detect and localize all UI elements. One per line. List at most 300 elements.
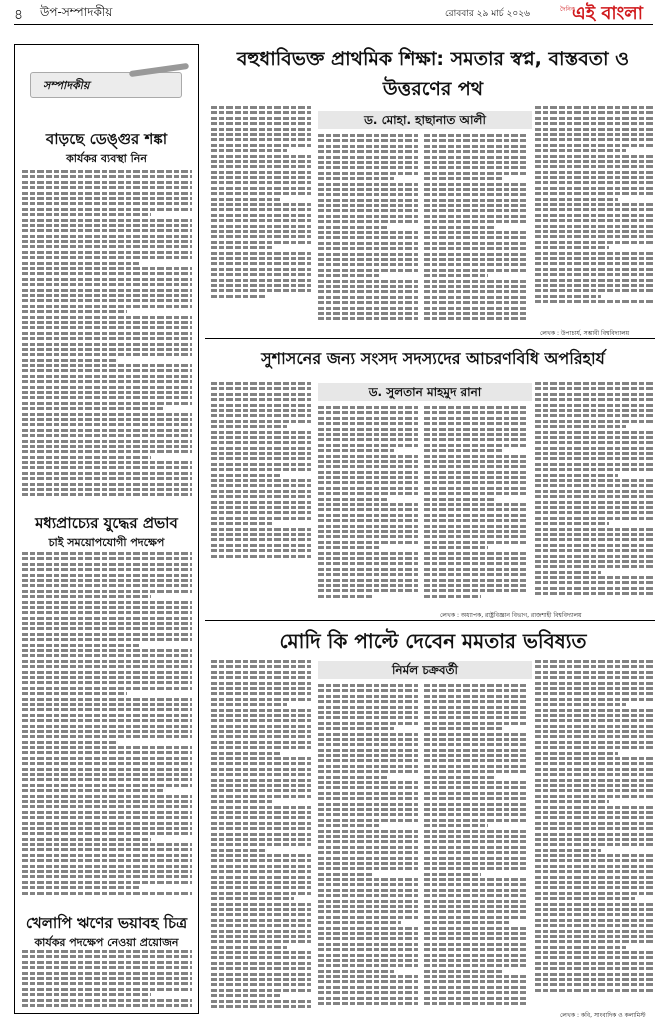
text-line bbox=[211, 414, 311, 417]
text-line bbox=[424, 573, 528, 576]
text-line bbox=[22, 627, 192, 630]
text-line bbox=[318, 568, 418, 571]
text-line bbox=[22, 466, 192, 469]
text-line bbox=[535, 687, 655, 690]
text-line bbox=[211, 800, 273, 803]
text-line bbox=[424, 280, 528, 283]
text-line bbox=[318, 417, 418, 420]
text-line bbox=[318, 819, 418, 822]
text-line bbox=[318, 514, 418, 517]
text-line bbox=[318, 519, 418, 522]
text-line bbox=[535, 983, 655, 986]
text-line bbox=[424, 139, 528, 142]
article-2-rule bbox=[205, 620, 655, 621]
text-line bbox=[211, 484, 311, 487]
text-line bbox=[424, 525, 528, 528]
text-line bbox=[424, 883, 528, 886]
text-line bbox=[535, 806, 655, 809]
text-line bbox=[22, 838, 151, 841]
text-line bbox=[318, 889, 418, 892]
text-line bbox=[211, 279, 311, 282]
text-line bbox=[318, 145, 418, 148]
text-line bbox=[424, 269, 528, 272]
text-line bbox=[211, 730, 311, 733]
newspaper-logo bbox=[560, 0, 655, 24]
text-line bbox=[535, 425, 626, 428]
text-line bbox=[424, 894, 528, 897]
text-line bbox=[22, 294, 192, 297]
text-line bbox=[535, 517, 655, 520]
text-line bbox=[211, 946, 287, 949]
text-line bbox=[424, 247, 528, 250]
text-line bbox=[318, 878, 418, 881]
text-line bbox=[424, 471, 528, 474]
text-line bbox=[424, 867, 528, 870]
text-line bbox=[22, 461, 192, 464]
text-line bbox=[22, 735, 192, 738]
text-line bbox=[211, 273, 311, 276]
text-line bbox=[424, 803, 528, 806]
text-line bbox=[424, 862, 528, 865]
text-line bbox=[535, 768, 655, 771]
text-line bbox=[22, 202, 192, 205]
text-line bbox=[211, 854, 311, 857]
text-line bbox=[318, 684, 418, 687]
text-line bbox=[22, 649, 192, 652]
text-line bbox=[318, 530, 418, 533]
text-line bbox=[535, 393, 655, 396]
text-line bbox=[318, 209, 418, 212]
text-line bbox=[535, 262, 655, 265]
text-line bbox=[211, 555, 311, 558]
article-3-body-col3 bbox=[424, 684, 528, 1012]
text-line bbox=[22, 563, 192, 566]
text-line bbox=[318, 770, 418, 773]
text-line bbox=[424, 285, 528, 288]
article-1-headline: বহুধাবিভক্ত প্রাথমিক শিক্ষা: সমতার স্বপ্ন, বাস্তবতা ও উত্তরণের পথ bbox=[236, 48, 630, 100]
text-line bbox=[211, 198, 280, 201]
text-line bbox=[318, 948, 418, 951]
article-1-signoff: লেখক : উপাচার্য, সম্ভাবী বিশ্ববিদ্যালয় bbox=[540, 330, 630, 337]
text-line bbox=[424, 199, 528, 202]
text-line bbox=[424, 301, 528, 304]
text-line bbox=[424, 689, 528, 692]
editorial-subtitle-2: চাই সময়োপযোগী পদক্ষেপ bbox=[48, 536, 165, 549]
header-rule bbox=[14, 24, 653, 25]
text-line bbox=[22, 386, 192, 389]
text-line bbox=[211, 1005, 311, 1008]
text-line bbox=[424, 530, 528, 533]
text-line bbox=[211, 973, 311, 976]
text-line bbox=[211, 181, 311, 184]
text-line bbox=[22, 966, 192, 969]
text-line bbox=[211, 795, 311, 798]
article-2-signoff: লেখক : অধ্যাপক, রাষ্ট্রবিজ্ঞান বিভাগ, রাজশাহী বিশ্ববিদ্যালয় bbox=[440, 612, 582, 619]
text-line bbox=[424, 428, 528, 431]
text-line bbox=[22, 865, 192, 868]
text-line bbox=[535, 940, 655, 943]
text-line bbox=[535, 122, 655, 125]
text-line bbox=[211, 671, 311, 674]
text-line bbox=[535, 811, 655, 814]
text-line bbox=[424, 797, 528, 800]
text-line bbox=[22, 251, 192, 254]
text-line bbox=[535, 587, 655, 590]
text-line bbox=[318, 846, 418, 849]
text-line bbox=[424, 263, 528, 266]
text-line bbox=[211, 983, 311, 986]
text-line bbox=[22, 348, 192, 351]
text-line bbox=[424, 584, 528, 587]
text-line bbox=[211, 187, 311, 190]
text-line bbox=[22, 622, 192, 625]
text-line bbox=[211, 522, 273, 525]
text-line bbox=[424, 417, 528, 420]
text-line bbox=[424, 743, 528, 746]
editorial-subtitle-3: কার্যকর পদক্ষেপ নেওয়া প্রয়োজন bbox=[34, 936, 179, 949]
text-line bbox=[318, 689, 418, 692]
text-line bbox=[535, 165, 655, 168]
text-line bbox=[424, 487, 528, 490]
text-line bbox=[535, 676, 655, 679]
text-line bbox=[424, 759, 528, 762]
text-line bbox=[535, 838, 655, 841]
text-line bbox=[424, 905, 528, 908]
text-line bbox=[318, 803, 418, 806]
text-line bbox=[211, 155, 311, 158]
text-line bbox=[22, 568, 192, 571]
text-line bbox=[22, 197, 192, 200]
text-line bbox=[318, 883, 418, 886]
text-line bbox=[22, 488, 192, 491]
article-2-body-col3 bbox=[424, 406, 528, 604]
article-1-body-col3 bbox=[424, 134, 528, 328]
text-line bbox=[535, 682, 655, 685]
text-line bbox=[211, 827, 311, 830]
text-line bbox=[424, 188, 528, 191]
text-line bbox=[22, 870, 192, 873]
page-number: ৪ bbox=[14, 7, 24, 23]
text-line bbox=[211, 495, 311, 498]
text-line bbox=[535, 452, 655, 455]
text-line bbox=[211, 843, 311, 846]
text-line bbox=[535, 203, 655, 206]
text-line bbox=[535, 468, 655, 471]
text-line bbox=[211, 171, 311, 174]
text-line bbox=[424, 716, 528, 719]
text-line bbox=[22, 299, 192, 302]
text-line bbox=[22, 192, 192, 195]
text-line bbox=[22, 493, 192, 496]
text-line bbox=[318, 541, 418, 544]
text-line bbox=[22, 999, 192, 1002]
text-line bbox=[424, 808, 528, 811]
text-line bbox=[318, 975, 418, 978]
text-line bbox=[22, 170, 192, 173]
text-line bbox=[424, 792, 528, 795]
text-line bbox=[211, 457, 311, 460]
text-line bbox=[211, 822, 311, 825]
text-line bbox=[535, 752, 618, 755]
text-line bbox=[211, 230, 311, 233]
text-line bbox=[318, 557, 418, 560]
article-1-byline: ড. মোহা. হাছানাত আলী bbox=[318, 111, 532, 129]
text-line bbox=[535, 447, 655, 450]
text-line bbox=[424, 770, 528, 773]
text-line bbox=[318, 1002, 418, 1005]
text-line bbox=[211, 913, 311, 916]
text-line bbox=[22, 617, 192, 620]
text-line bbox=[211, 784, 311, 787]
text-line bbox=[211, 725, 311, 728]
text-line bbox=[318, 546, 380, 549]
text-line bbox=[211, 935, 311, 938]
text-line bbox=[424, 183, 528, 186]
text-line bbox=[424, 937, 528, 940]
text-line bbox=[211, 538, 311, 541]
text-line bbox=[424, 824, 488, 827]
text-line bbox=[535, 544, 655, 547]
text-line bbox=[318, 428, 418, 431]
text-line bbox=[318, 307, 418, 310]
text-line bbox=[535, 789, 655, 792]
text-line bbox=[318, 727, 394, 730]
text-line bbox=[424, 927, 528, 930]
text-line bbox=[535, 128, 655, 131]
text-line bbox=[318, 840, 418, 843]
text-line bbox=[424, 991, 528, 994]
text-line bbox=[535, 533, 655, 536]
text-line bbox=[424, 921, 510, 924]
text-line bbox=[318, 215, 418, 218]
text-line bbox=[22, 778, 192, 781]
text-line bbox=[535, 144, 655, 147]
text-line bbox=[318, 449, 394, 452]
text-line bbox=[211, 257, 311, 260]
text-line bbox=[22, 633, 192, 636]
text-line bbox=[535, 581, 655, 584]
text-line bbox=[22, 654, 192, 657]
text-line bbox=[424, 840, 528, 843]
text-line bbox=[211, 908, 311, 911]
text-line bbox=[424, 589, 528, 592]
text-line bbox=[318, 492, 418, 495]
text-line bbox=[424, 231, 528, 234]
text-line bbox=[535, 214, 655, 217]
editorial-title-1: বাড়ছে ডেঙ্গুর শঙ্কা bbox=[45, 130, 168, 148]
text-line bbox=[424, 819, 528, 822]
text-line bbox=[22, 552, 192, 555]
text-line bbox=[211, 420, 311, 423]
text-line bbox=[424, 156, 528, 159]
text-line bbox=[424, 557, 528, 560]
text-line bbox=[318, 487, 418, 490]
text-line bbox=[424, 889, 528, 892]
text-line bbox=[535, 414, 655, 417]
text-line bbox=[211, 225, 311, 228]
text-line bbox=[22, 590, 192, 593]
text-line bbox=[535, 187, 655, 190]
text-line bbox=[318, 905, 418, 908]
text-line bbox=[424, 514, 528, 517]
text-line bbox=[22, 321, 192, 324]
text-line bbox=[535, 741, 655, 744]
text-line bbox=[318, 754, 418, 757]
text-line bbox=[318, 236, 418, 239]
text-line bbox=[22, 762, 192, 765]
text-line bbox=[318, 296, 418, 299]
text-line bbox=[22, 310, 127, 313]
text-line bbox=[22, 326, 192, 329]
text-line bbox=[535, 665, 655, 668]
text-line bbox=[211, 859, 311, 862]
text-line bbox=[535, 903, 655, 906]
text-line bbox=[424, 835, 528, 838]
text-line bbox=[535, 295, 601, 298]
text-line bbox=[535, 592, 655, 595]
text-line bbox=[535, 571, 601, 574]
text-line bbox=[211, 382, 311, 385]
text-line bbox=[535, 886, 655, 889]
text-line bbox=[318, 916, 418, 919]
logo-main-text: এই বাংলা bbox=[572, 3, 643, 24]
article-1-body-col4 bbox=[535, 106, 655, 306]
text-line bbox=[211, 698, 311, 701]
text-line bbox=[535, 800, 609, 803]
text-line bbox=[22, 816, 192, 819]
text-line bbox=[535, 176, 655, 179]
text-line bbox=[318, 188, 418, 191]
text-line bbox=[318, 433, 418, 436]
text-line bbox=[211, 165, 311, 168]
text-line bbox=[424, 150, 528, 153]
text-line bbox=[22, 881, 192, 884]
text-line bbox=[211, 870, 311, 873]
text-line bbox=[535, 431, 655, 434]
text-line bbox=[424, 438, 528, 441]
text-line bbox=[535, 404, 655, 407]
text-line bbox=[424, 236, 528, 239]
text-line bbox=[424, 193, 528, 196]
text-line bbox=[211, 903, 311, 906]
text-line bbox=[211, 409, 311, 412]
text-line bbox=[318, 204, 418, 207]
text-line bbox=[535, 484, 655, 487]
text-line bbox=[318, 183, 418, 186]
text-line bbox=[22, 229, 192, 232]
text-line bbox=[535, 784, 655, 787]
text-line bbox=[22, 725, 192, 728]
text-line bbox=[424, 786, 528, 789]
text-line bbox=[535, 479, 655, 482]
text-line bbox=[22, 208, 192, 211]
text-line bbox=[211, 924, 311, 927]
text-line bbox=[424, 552, 528, 555]
text-line bbox=[22, 746, 192, 749]
text-line bbox=[424, 568, 528, 571]
text-line bbox=[211, 687, 311, 690]
text-line bbox=[318, 749, 418, 752]
text-line bbox=[535, 730, 655, 733]
text-line bbox=[535, 171, 655, 174]
text-line bbox=[22, 892, 192, 895]
text-line bbox=[318, 986, 418, 989]
text-line bbox=[318, 535, 418, 538]
text-line bbox=[424, 503, 528, 506]
text-line bbox=[22, 660, 192, 663]
text-line bbox=[535, 671, 655, 674]
text-line bbox=[535, 843, 655, 846]
text-line bbox=[535, 854, 655, 857]
text-line bbox=[22, 795, 192, 798]
text-line bbox=[211, 284, 311, 287]
text-line bbox=[424, 813, 528, 816]
text-line bbox=[535, 490, 655, 493]
text-line bbox=[535, 859, 655, 862]
text-line bbox=[318, 813, 418, 816]
text-line bbox=[424, 290, 528, 293]
text-line bbox=[211, 431, 311, 434]
text-line bbox=[535, 773, 655, 776]
text-line bbox=[22, 606, 192, 609]
editorial-body-2 bbox=[22, 552, 192, 902]
text-line bbox=[318, 226, 387, 229]
text-line bbox=[318, 269, 418, 272]
text-line bbox=[22, 278, 192, 281]
text-line bbox=[424, 727, 503, 730]
text-line bbox=[424, 258, 528, 261]
text-line bbox=[535, 289, 655, 292]
text-line bbox=[22, 719, 192, 722]
text-line bbox=[535, 225, 655, 228]
text-line bbox=[22, 337, 192, 340]
text-line bbox=[424, 948, 528, 951]
text-line bbox=[22, 256, 192, 259]
text-line bbox=[535, 235, 655, 238]
text-line bbox=[318, 562, 418, 565]
text-line bbox=[424, 873, 481, 876]
text-line bbox=[22, 1004, 192, 1007]
text-line bbox=[318, 792, 418, 795]
text-line bbox=[318, 765, 418, 768]
text-line bbox=[535, 284, 655, 287]
text-line bbox=[211, 398, 311, 401]
text-line bbox=[424, 579, 528, 582]
text-line bbox=[22, 611, 192, 614]
text-line bbox=[22, 784, 192, 787]
text-line bbox=[318, 177, 394, 180]
text-line bbox=[22, 423, 192, 426]
text-line bbox=[318, 695, 418, 698]
editorial-body-1 bbox=[22, 170, 192, 502]
text-line bbox=[424, 846, 528, 849]
text-line bbox=[22, 429, 192, 432]
text-line bbox=[211, 160, 311, 163]
text-line bbox=[22, 235, 192, 238]
text-line bbox=[318, 253, 418, 256]
text-line bbox=[424, 910, 528, 913]
text-line bbox=[318, 150, 418, 153]
text-line bbox=[318, 589, 418, 592]
text-line bbox=[211, 709, 311, 712]
text-line bbox=[211, 528, 311, 531]
text-line bbox=[318, 921, 401, 924]
text-line bbox=[22, 972, 192, 975]
editorial-banner bbox=[30, 72, 182, 98]
text-line bbox=[22, 283, 192, 286]
text-line bbox=[211, 468, 311, 471]
text-line bbox=[22, 175, 192, 178]
